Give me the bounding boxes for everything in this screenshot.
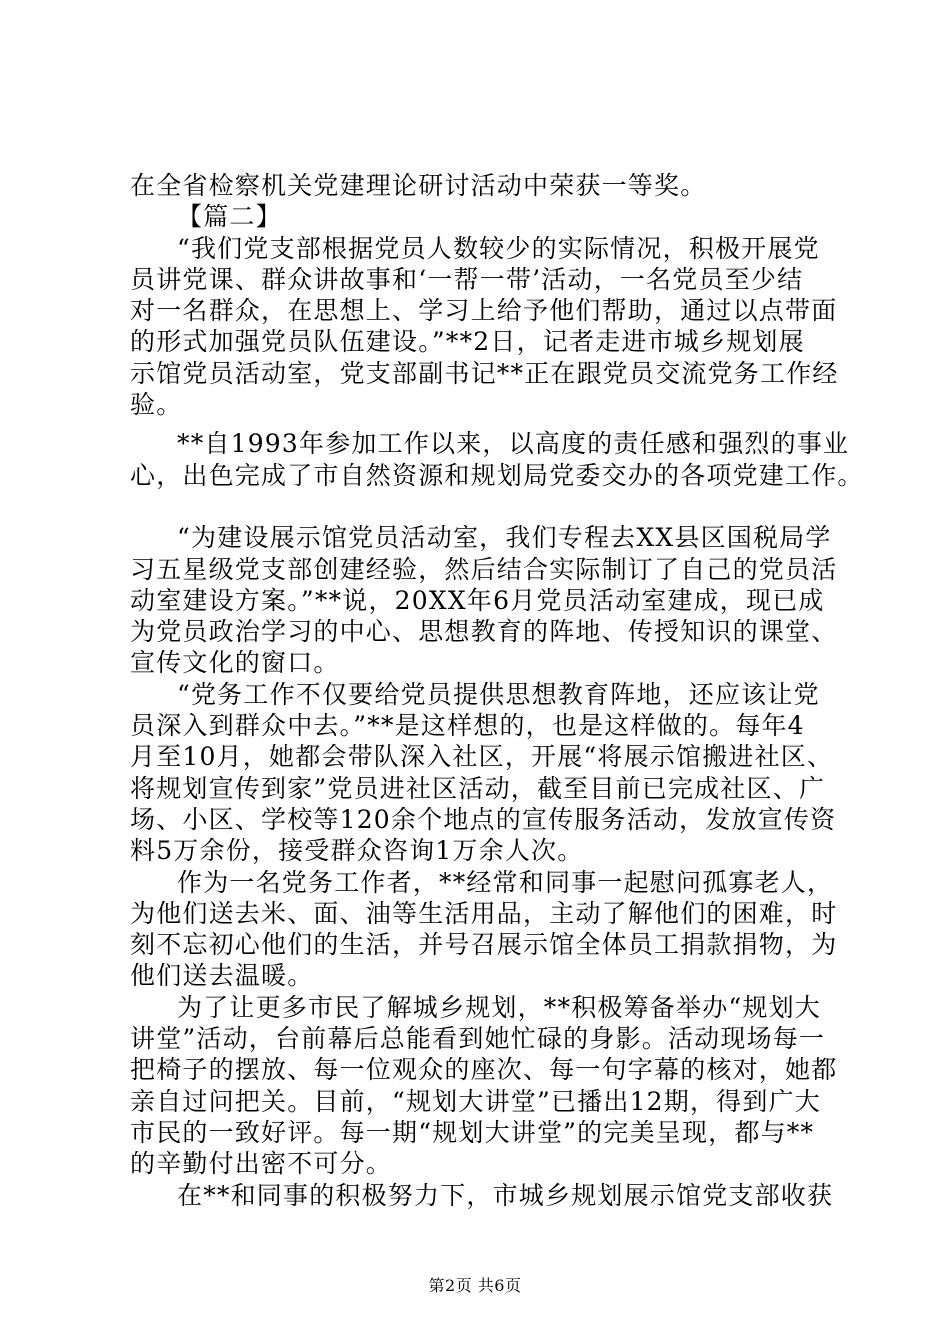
- text-line: 月至10月，她都会带队深入社区，开展“将展示馆搬进社区、: [130, 742, 834, 772]
- text-line: 为党员政治学习的中心、思想教育的阵地、传授知识的课堂、: [130, 617, 838, 647]
- text-line: 为了让更多市民了解城乡规划，**积极筹备举办“规划大: [177, 992, 821, 1022]
- text-line: 示馆党员活动室，党支部副书记**正在跟党员交流党务工作经: [130, 358, 839, 388]
- text-line: 对一名群众，在思想上、学习上给予他们帮助，通过以点带面: [130, 296, 838, 326]
- text-line: 把椅子的摆放、每一位观众的座次、每一句字幕的核对，她都: [130, 1055, 838, 1085]
- document-body: [130, 170, 864, 1211]
- paragraph-gap: [130, 420, 830, 428]
- text-line: 员深入到群众中去。”**是这样想的，也是这样做的。每年4: [130, 711, 805, 741]
- paragraph-gap: [130, 491, 830, 522]
- text-line: 料5万余份，接受群众咨询1万余人次。: [130, 836, 584, 866]
- text-line: 他们送去温暖。: [130, 961, 314, 991]
- text-line: 【篇二】: [177, 202, 282, 232]
- text-line: 在**和同事的积极努力下，市城乡规划展示馆党支部收获: [177, 1180, 834, 1210]
- text-line: 在全省检察机关党建理论研讨活动中荣获一等奖。: [130, 171, 707, 200]
- text-line: “为建设展示馆党员活动室，我们专程去XX县区国税局学: [177, 523, 832, 553]
- text-line: 亲自过问把关。目前，“规划大讲堂”已播出12期，得到广大: [130, 1086, 821, 1116]
- text-line: 讲堂”活动，台前幕后总能看到她忙碌的身影。活动现场每一: [130, 1024, 826, 1054]
- text-line: 场、小区、学校等120余个地点的宣传服务活动，发放宣传资: [130, 804, 837, 834]
- text-line: 动室建设方案。”**说，20XX年6月党员活动室建成，现已成: [130, 585, 825, 615]
- text-line: 的辛勤付出密不可分。: [130, 1149, 393, 1179]
- text-line: 验。: [130, 390, 183, 420]
- text-line: 员讲党课、群众讲故事和‘一帮一带’活动，一名党员至少结: [130, 264, 804, 294]
- text-line: 的形式加强党员队伍建设。”**2日，记者走进市城乡规划展: [130, 327, 805, 357]
- text-line: 心，出色完成了市自然资源和规划局党委交办的各项党建工作。: [130, 460, 864, 490]
- text-line: 刻不忘初心他们的生活，并号召展示馆全体员工捐款捐物，为: [130, 930, 838, 960]
- text-line: 宣传文化的窗口。: [130, 648, 340, 678]
- text-line: 作为一名党务工作者，**经常和同事一起慰问孤寡老人，: [177, 867, 834, 897]
- text-line: **自1993年参加工作以来，以高度的责任感和强烈的事业: [177, 429, 850, 459]
- text-line: “党务工作不仅要给党员提供思想教育阵地，还应该让党: [177, 679, 820, 709]
- text-line: 为他们送去米、面、油等生活用品，主动了解他们的困难，时: [130, 898, 838, 928]
- text-line: “我们党支部根据党员人数较少的实际情况，积极开展党: [177, 233, 820, 263]
- text-line: 市民的一致好评。每一期“规划大讲堂”的完美呈现，都与**: [130, 1117, 815, 1147]
- page-footer: 第2页 共6页: [428, 1276, 522, 1295]
- text-line: 习五星级党支部创建经验，然后结合实际制订了自己的党员活: [130, 554, 838, 584]
- text-line: 将规划宣传到家”党员进社区活动，截至目前已完成社区、广: [130, 773, 826, 803]
